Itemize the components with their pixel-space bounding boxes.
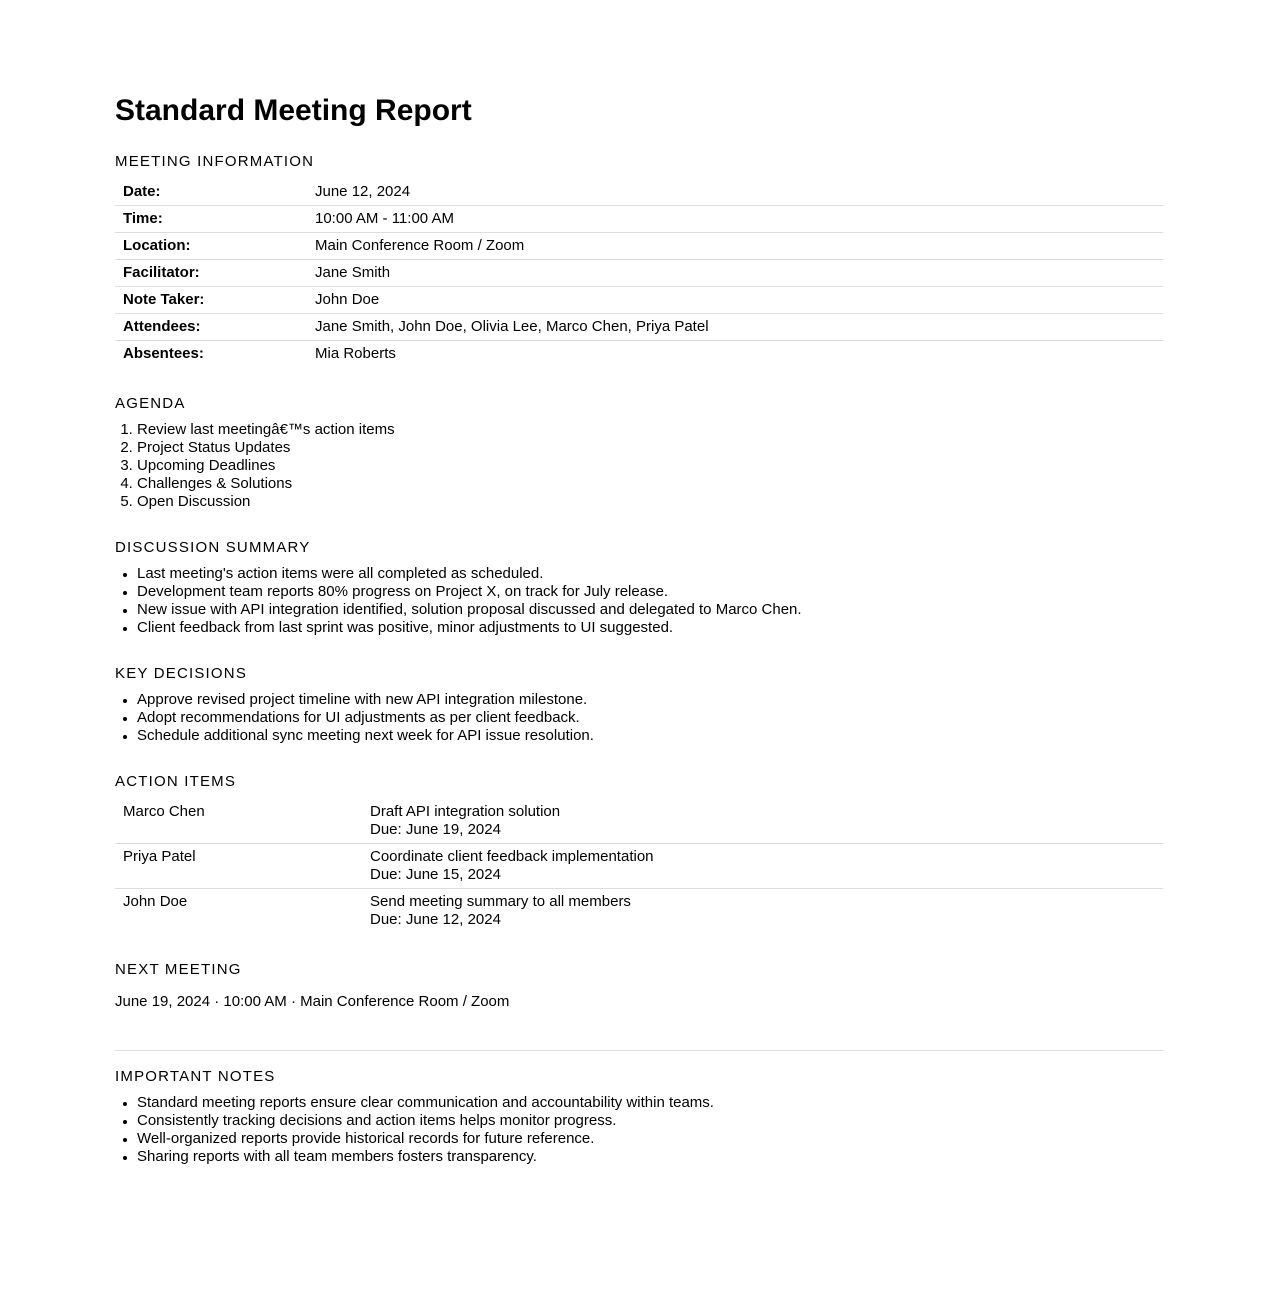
agenda-item: 5. Open Discussion xyxy=(137,493,1163,511)
meeting-info-row xyxy=(115,260,1163,287)
meeting-info-label: Time: xyxy=(115,206,315,233)
action-item-due: Due: June 15, 2024 xyxy=(370,866,501,883)
important-note-item: • Sharing reports with all team members fosters transparency. xyxy=(137,1148,1163,1166)
meeting-info-value: Main Conference Room / Zoom xyxy=(315,233,1163,260)
meeting-info-row xyxy=(115,341,1163,368)
meeting-info-value: Mia Roberts xyxy=(315,345,396,362)
discussion-summary-heading: DISCUSSION SUMMARY xyxy=(115,539,311,556)
key-decision-item: • Approve revised project timeline with new API integration milestone. xyxy=(137,691,1163,709)
meeting-info-table xyxy=(115,179,1163,367)
next-meeting-heading: NEXT MEETING xyxy=(115,961,242,978)
action-item-due: Due: June 19, 2024 xyxy=(370,821,501,838)
meeting-info-row xyxy=(115,179,1163,206)
next-meeting-details: June 19, 2024 · 10:00 AM · Main Conference Room / Zoom xyxy=(115,993,510,1010)
meeting-info-row xyxy=(115,314,1163,341)
agenda-item: 2. Project Status Updates xyxy=(137,439,1163,457)
meeting-info-label: Note Taker: xyxy=(115,287,315,314)
action-item-owner: Priya Patel xyxy=(115,844,370,889)
meeting-info-label: Absentees: xyxy=(123,345,204,362)
section-discussion-summary xyxy=(115,539,1163,637)
section-agenda xyxy=(115,395,1163,511)
section-divider xyxy=(115,1050,1163,1051)
agenda-item: 4. Challenges & Solutions xyxy=(137,475,1163,493)
meeting-info-value: June 12, 2024 xyxy=(315,179,1163,206)
agenda-list xyxy=(115,421,1163,511)
key-decision-item: • Schedule additional sync meeting next week for API issue resolution. xyxy=(137,727,1163,745)
discussion-summary-item: • Development team reports 80% progress on Project X, on track for July release. xyxy=(137,583,1163,601)
discussion-summary-list xyxy=(115,565,1163,637)
section-important-notes xyxy=(115,1068,1163,1166)
action-item-owner: John Doe xyxy=(123,893,188,910)
discussion-summary-item: • Client feedback from last sprint was positive, minor adjustments to UI suggested. xyxy=(137,619,1163,637)
agenda-heading: AGENDA xyxy=(115,395,186,412)
action-item-task: Draft API integration solution xyxy=(370,803,561,820)
meeting-info-row xyxy=(115,233,1163,260)
section-key-decisions xyxy=(115,665,1163,745)
meeting-info-row xyxy=(115,206,1163,233)
action-item-due: Due: June 12, 2024 xyxy=(370,911,501,928)
action-items-heading: ACTION ITEMS xyxy=(115,773,237,790)
meeting-info-value: John Doe xyxy=(315,287,1163,314)
discussion-summary-item: • Last meeting's action items were all completed as scheduled. xyxy=(137,565,1163,583)
action-item-task: Send meeting summary to all members xyxy=(370,893,631,910)
meeting-info-row xyxy=(115,287,1163,314)
important-notes-heading: IMPORTANT NOTES xyxy=(115,1068,276,1085)
action-item-task: Coordinate client feedback implementation xyxy=(370,848,654,865)
page-title: Standard Meeting Report xyxy=(115,94,472,127)
action-item-row xyxy=(115,799,1163,844)
meeting-info-label: Location: xyxy=(115,233,315,260)
key-decisions-list xyxy=(115,691,1163,745)
discussion-summary-item: • New issue with API integration identified, solution proposal discussed and delegated to Marco Chen. xyxy=(137,601,1163,619)
action-item-owner: Marco Chen xyxy=(115,799,370,844)
meeting-info-value: 10:00 AM - 11:00 AM xyxy=(315,206,1163,233)
section-meeting-information xyxy=(115,153,1163,367)
meeting-info-value: Jane Smith xyxy=(315,260,1163,287)
key-decision-item: • Adopt recommendations for UI adjustments as per client feedback. xyxy=(137,709,1163,727)
action-item-row xyxy=(115,844,1163,889)
important-note-item: • Well-organized reports provide historical records for future reference. xyxy=(137,1130,1163,1148)
agenda-item: 1. Review last meetingâ€™s action items xyxy=(137,421,1163,439)
important-notes-list xyxy=(115,1094,1163,1166)
action-item-row xyxy=(115,889,1163,934)
key-decisions-heading: KEY DECISIONS xyxy=(115,665,248,682)
section-action-items xyxy=(115,773,1163,933)
meeting-information-heading: MEETING INFORMATION xyxy=(115,153,315,170)
section-next-meeting xyxy=(115,961,1163,1011)
meeting-info-label: Facilitator: xyxy=(115,260,315,287)
action-items-table xyxy=(115,799,1163,933)
important-note-item: • Consistently tracking decisions and action items helps monitor progress. xyxy=(137,1112,1163,1130)
important-note-item: • Standard meeting reports ensure clear communication and accountability within teams. xyxy=(137,1094,1163,1112)
agenda-item: 3. Upcoming Deadlines xyxy=(137,457,1163,475)
meeting-info-label: Attendees: xyxy=(115,314,315,341)
meeting-info-value: Jane Smith, John Doe, Olivia Lee, Marco Chen, Priya Patel xyxy=(315,314,1163,341)
meeting-info-label: Date: xyxy=(115,179,315,206)
